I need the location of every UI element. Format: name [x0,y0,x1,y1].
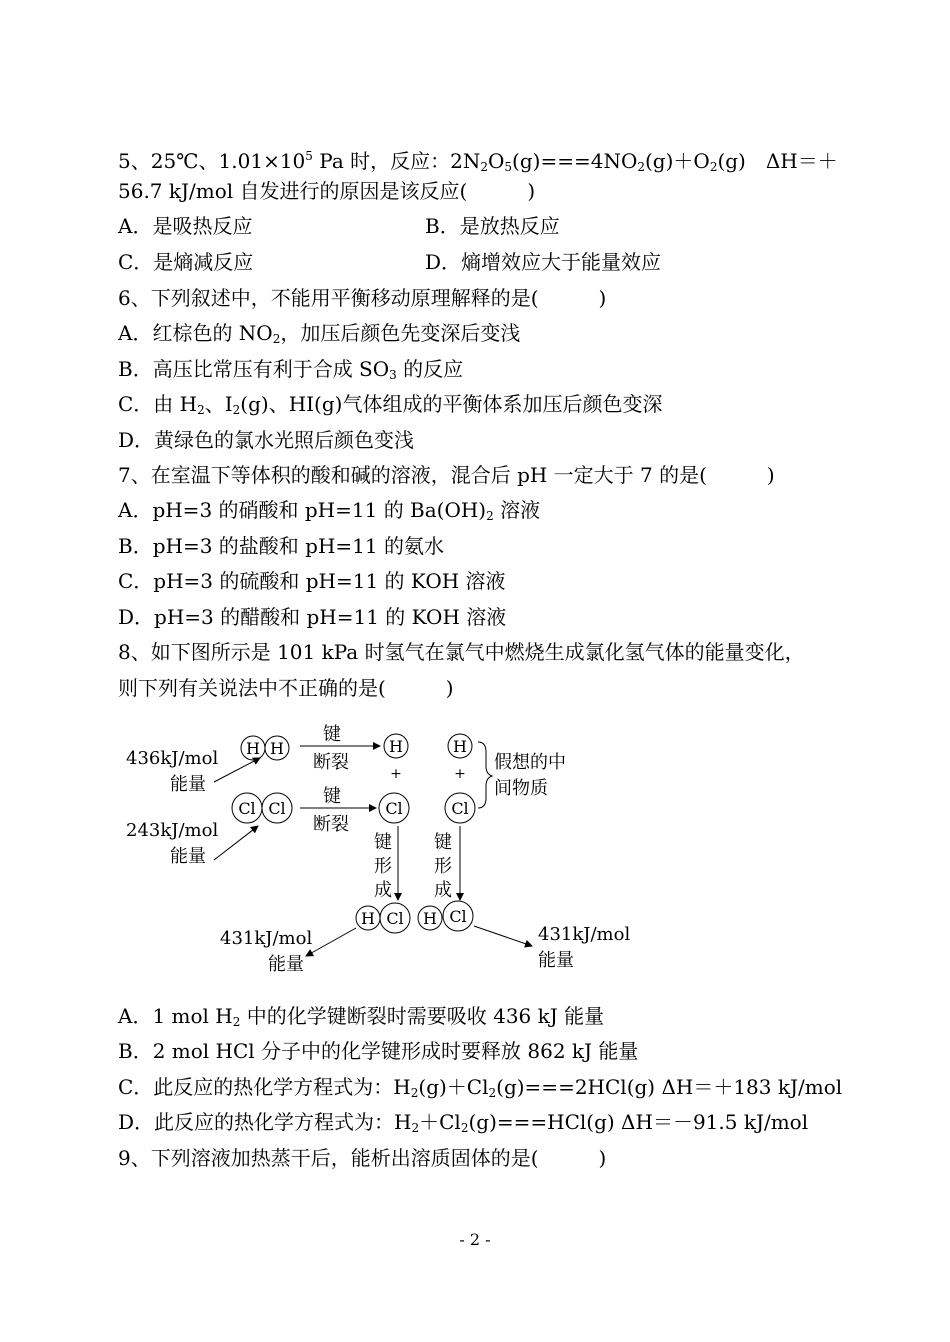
energy-label-hcl-1: 431kJ/mol [220,928,313,949]
energy-label-cl2: 243kJ/mol [126,820,219,841]
arrow-hcl-energy-1 [306,928,356,956]
h-atom-1 [384,734,408,758]
svg-text:H: H [361,909,375,928]
form-label-2-char2: 形 [434,856,452,877]
break-label-1: 断裂 [313,752,349,773]
page-number: - 2 - [459,1230,491,1249]
plus-2: + [454,766,466,782]
svg-text:Cl: Cl [268,799,286,818]
q6-option-d: D．黄绿色的氯水光照后颜色变浅 [118,428,415,452]
form-label-2-char1: 键 [434,832,452,853]
q7-stem: 7、在室温下等体积的酸和碱的溶液，混合后 pH 一定大于 7 的是( ) [118,463,775,487]
form-label-2-char3: 成 [434,880,452,901]
q8-option-b: B．2 mol HCl 分子中的化学键形成时要释放 862 kJ 能量 [118,1039,639,1063]
arrow-hcl-energy-2 [474,926,532,946]
hcl-molecule-2 [418,901,473,931]
hypo-label-line2: 间物质 [494,778,548,799]
energy-word-hcl-2: 能量 [538,950,574,971]
energy-word-cl2: 能量 [170,846,206,867]
q7-option-c: C．pH=3 的硫酸和 pH=11 的 KOH 溶液 [118,569,506,593]
q5-stem-line2: 56.7 kJ/mol 自发进行的原因是该反应( ) [118,179,536,203]
break-label-2: 断裂 [313,814,349,835]
h-atom-2 [448,734,472,758]
q7-option-a: A．pH=3 的硝酸和 pH=11 的 $Ba(OH)_2$ 溶液 [118,498,541,523]
svg-text:H: H [389,737,403,756]
energy-word-hcl-1: 能量 [268,954,304,975]
energy-word-h2: 能量 [170,774,206,795]
q6-option-c: C．由 $H_2$、$I_2(g)$、HI(g)气体组成的平衡体系加压后颜色变深 [118,392,663,417]
form-label-1-char2: 形 [374,856,392,877]
cl-atom-1 [379,793,409,823]
q5-option-b: B．是放热反应 [425,214,560,238]
q6-option-a: A．红棕色的 $NO_2$，加压后颜色先变深后变浅 [118,321,521,346]
energy-label-h2: 436kJ/mol [126,748,219,769]
svg-text:H: H [246,739,260,758]
q8-option-d: D．此反应的热化学方程式为：$H_2+Cl_2(g)===HCl(g)$ ΔH＝－91.5 kJ/mol [118,1110,809,1135]
q7-option-d: D．pH=3 的醋酸和 pH=11 的 KOH 溶液 [118,605,507,629]
hcl-molecule-1 [356,903,410,933]
hypo-label-line1: 假想的中 [494,752,566,773]
plus-1: + [390,766,402,782]
svg-text:H: H [453,737,467,756]
bond-label-2: 键 [323,786,341,807]
bond-label-1: 键 [323,724,341,745]
svg-text:Cl: Cl [386,909,404,928]
svg-text:Cl: Cl [449,907,467,926]
svg-text:H: H [423,909,437,928]
svg-text:Cl: Cl [451,799,469,818]
arrow-cl2-energy [214,826,258,860]
q8-option-c: C．此反应的热化学方程式为：$H_2(g)+Cl_2(g)===2HCl(g)$ ΔH＝＋183 kJ/mol [118,1075,843,1100]
q5-option-c: C．是熵减反应 [118,250,254,274]
q8-stem-line1: 8、如下图所示是 101 kPa 时氢气在氯气中燃烧生成氯化氢气体的能量变化， [118,640,805,664]
q6-stem: 6、下列叙述中，不能用平衡移动原理解释的是( ) [118,286,607,310]
energy-label-hcl-2: 431kJ/mol [538,924,631,945]
svg-text:H: H [270,739,284,758]
energy-diagram [118,718,638,978]
q6-option-b: B．高压比常压有利于合成 $SO_3$ 的反应 [118,357,464,382]
q5-stem-line1: 5、25℃、$1.01\times 10^5$ Pa 时，反应：$2N_2O_5(g)===4NO_2(g)+O_2(g)$ ΔH＝＋ [118,149,838,174]
svg-text:Cl: Cl [238,799,256,818]
q5-option-a: A．是吸热反应 [118,214,253,238]
brace [478,742,492,808]
q8-stem-line2: 则下列有关说法中不正确的是( ) [118,676,454,700]
cl-atom-2 [445,793,475,823]
q9-stem: 9、下列溶液加热蒸干后，能析出溶质固体的是( ) [118,1146,607,1170]
arrow-h2-energy [214,758,260,782]
svg-text:Cl: Cl [385,799,403,818]
q5-option-d: D．熵增效应大于能量效应 [425,250,662,274]
cl2-molecule [232,793,292,823]
form-label-1-char1: 键 [374,832,392,853]
q7-option-b: B．pH=3 的盐酸和 pH=11 的氨水 [118,534,444,558]
q8-option-a: A．1 mol $H_2$ 中的化学键断裂时需要吸收 436 kJ 能量 [118,1004,605,1029]
h2-molecule [241,736,289,760]
form-label-1-char3: 成 [374,880,392,901]
